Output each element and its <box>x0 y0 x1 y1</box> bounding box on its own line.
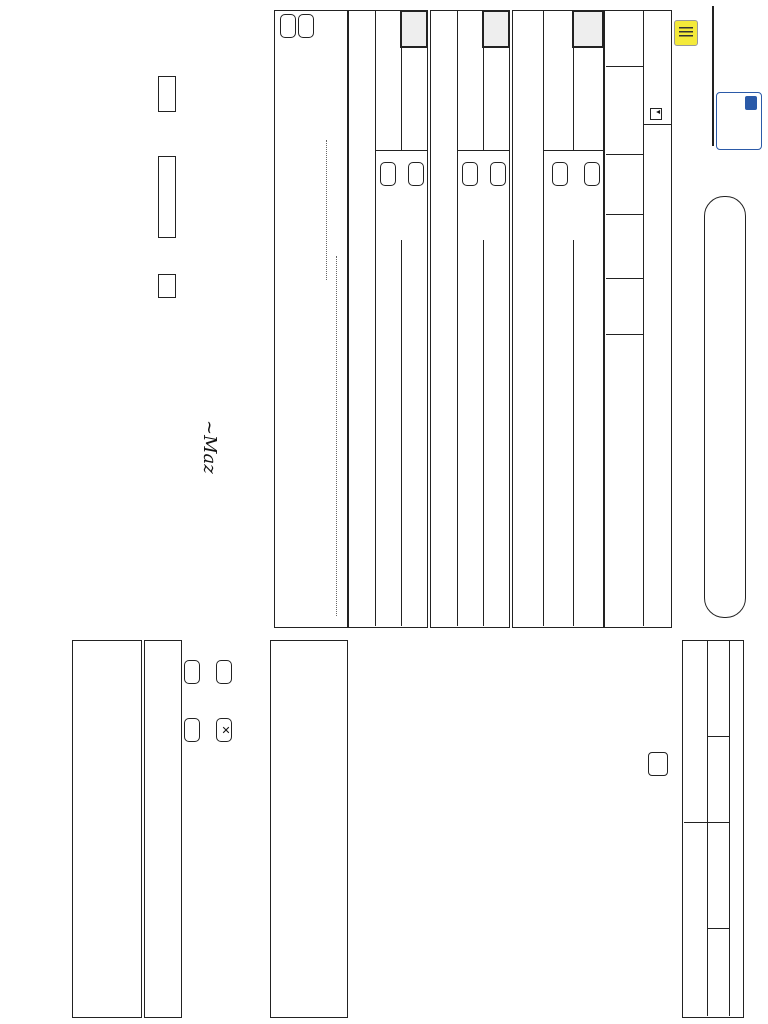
padres-box <box>270 640 348 1018</box>
divider <box>573 10 574 150</box>
person-2-orden-box <box>482 10 510 48</box>
address-box <box>604 10 672 628</box>
person-1-mujer-checkbox[interactable] <box>552 162 568 186</box>
divider <box>606 214 644 215</box>
divider <box>708 928 730 929</box>
divider <box>376 150 428 151</box>
chevron-down-icon: ▾ <box>654 110 663 115</box>
num-personas-field[interactable] <box>648 752 668 776</box>
person-1-block <box>512 10 604 628</box>
autorizacion-doc-field[interactable] <box>326 140 336 280</box>
divider <box>375 10 376 626</box>
printer-icon <box>745 96 757 110</box>
divider <box>708 736 730 737</box>
extranjeros-box <box>72 640 142 1018</box>
person-2-block <box>430 10 510 628</box>
fecha-mes-field[interactable] <box>158 156 176 238</box>
cert-nac-checkbox[interactable]: ✕ <box>216 718 232 742</box>
person-2-mujer-checkbox[interactable] <box>462 162 478 186</box>
divider <box>606 278 644 279</box>
person-3-hombre-checkbox[interactable] <box>408 162 424 186</box>
autorizacion-opt1-checkbox[interactable] <box>298 14 314 38</box>
divider <box>643 10 644 626</box>
divider <box>707 640 708 1016</box>
ayuntamiento-box <box>682 640 744 1018</box>
divider <box>606 154 644 155</box>
divider <box>606 334 644 335</box>
divider <box>544 150 604 151</box>
doc-identidad-checkbox[interactable] <box>216 660 232 684</box>
street-type-dropdown[interactable] <box>650 108 662 120</box>
person-2-hombre-checkbox[interactable] <box>490 162 506 186</box>
divider <box>729 640 730 1016</box>
libro-checkbox[interactable] <box>184 718 200 742</box>
person-3-mujer-checkbox[interactable] <box>380 162 396 186</box>
divider <box>573 240 574 626</box>
autorizacion-doc-checkbox[interactable] <box>184 660 200 684</box>
divider <box>543 10 544 626</box>
person-3-block <box>348 10 428 628</box>
logo-divider <box>712 6 714 146</box>
divider <box>401 240 402 626</box>
person-1-hombre-checkbox[interactable] <box>584 162 600 186</box>
divider <box>644 124 672 125</box>
person-1-orden-box <box>572 10 604 48</box>
print-form-button[interactable] <box>716 92 762 150</box>
person-3-orden-box <box>400 10 428 48</box>
divider <box>457 10 458 626</box>
divider <box>458 150 510 151</box>
divider <box>401 10 402 150</box>
help-button-top[interactable] <box>674 20 698 46</box>
divider <box>483 10 484 150</box>
fecha-dia-field[interactable] <box>158 76 176 112</box>
divider <box>483 240 484 626</box>
inscripcion-cambio-box <box>144 640 182 1018</box>
title-frame <box>704 196 746 618</box>
autorizacion-name-field[interactable] <box>336 256 346 616</box>
divider <box>606 66 644 67</box>
autorizacion-opt2-checkbox[interactable] <box>280 14 296 38</box>
fecha-anio-field[interactable] <box>158 274 176 298</box>
declarante-signature: ~Maz <box>199 420 220 474</box>
